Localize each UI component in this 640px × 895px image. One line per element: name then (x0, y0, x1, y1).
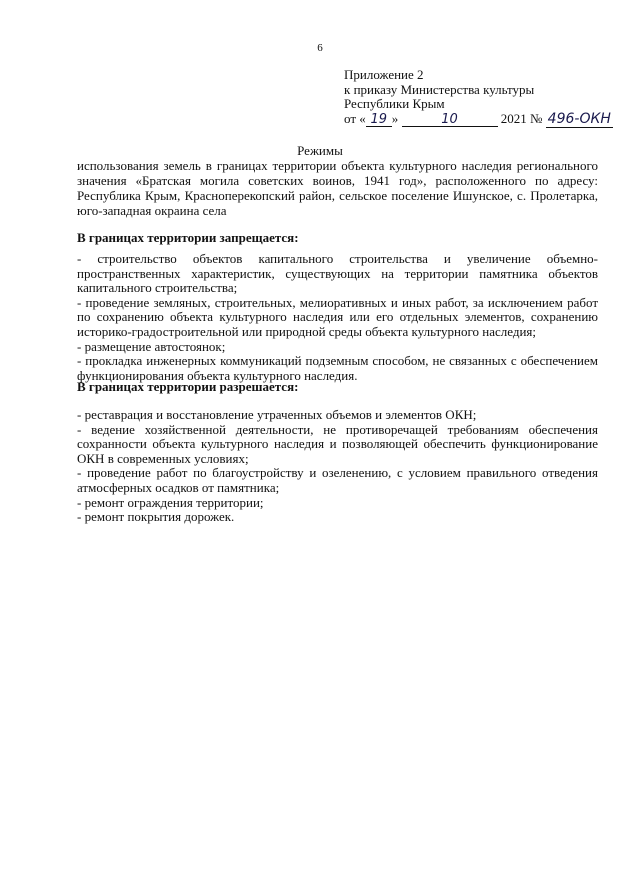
permitted-list (77, 408, 598, 525)
date-mid: » (391, 110, 399, 126)
permitted-heading: В границах территории разрешается: (77, 379, 299, 394)
order-date-line (344, 112, 613, 127)
list-item: - ремонт покрытия дорожек. (77, 509, 235, 525)
date-prefix: от « (344, 110, 366, 126)
list-item: - ведение хозяйственной деятельности, не противоречащей требованиям обеспечения сохранности объекта культурного наследия и позволяющей обеспечить функционирование ОКН в современных условиях; (77, 421, 598, 466)
document-title: Режимы (297, 143, 343, 158)
intro-text: использования земель в границах территории объекта культурного наследия регионального значения «Братская могила советских воинов, 1941 год», расположенного по адресу: Республика Крым, Красноперекопский район, сельское поселение Ишунское, с. Пролетарка, юго-западная окраина села (77, 158, 598, 218)
order-month: 10 (402, 113, 498, 127)
list-item: - ремонт ограждения территории; (77, 494, 264, 510)
list-item: - размещение автостоянок; (77, 338, 226, 354)
list-item: - строительство объектов капитального строительства и увеличение объемно-пространственных характеристик, существующих на территории памятника объектов капитального строительства; (77, 251, 598, 296)
order-day: 19 (366, 113, 392, 127)
order-year: 2021 № (500, 110, 543, 126)
prohibited-list (77, 252, 598, 383)
prohibited-heading: В границах территории запрещается: (77, 230, 299, 245)
order-number: 496-ОКН (547, 110, 611, 127)
list-item: - проведение работ по благоустройству и озеленению, с условием правильного отведения атмосферных осадков от памятника; (77, 465, 598, 495)
intro-paragraph (77, 158, 598, 218)
list-item: - проведение земляных, строительных, мелиоративных и иных работ, за исключением работ по сохранению объекта культурного наследия или его отдельных элементов, сохранению историко-градостроительной или природной среды объекта культурного наследия; (77, 294, 598, 339)
appendix-line-3: Республики Крым (344, 96, 445, 111)
page-number: 6 (317, 42, 323, 54)
appendix-line-2: к приказу Министерства культуры (344, 81, 535, 97)
appendix-header (344, 68, 613, 127)
appendix-line-1: Приложение 2 (344, 67, 424, 82)
list-item: - реставрация и восстановление утраченных объемов и элементов ОКН; (77, 407, 477, 422)
list-item: - прокладка инженерных коммуникаций подземным способом, не связанных с обеспечением функционирования объекта культурного наследия. (77, 353, 598, 383)
